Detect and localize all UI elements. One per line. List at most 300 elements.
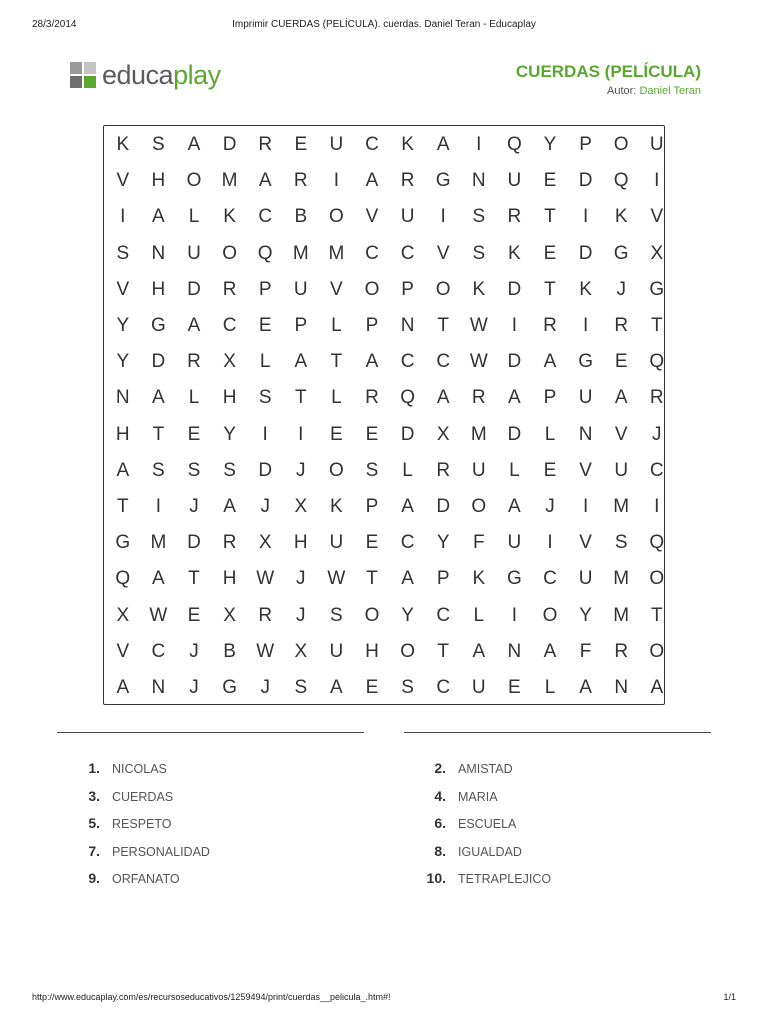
print-header (0, 19, 768, 33)
grid-letter[interactable]: V (116, 278, 130, 300)
grid-letter[interactable]: X (223, 604, 236, 626)
grid-letter[interactable]: O (649, 568, 665, 590)
grid-letter[interactable]: S (294, 677, 308, 698)
grid-letter[interactable]: A (436, 134, 450, 155)
word-text: CUERDAS (112, 789, 174, 804)
word-number: 9. (88, 870, 100, 887)
grid-letter[interactable]: P (258, 278, 272, 300)
grid-letter[interactable]: O (613, 134, 629, 155)
grid-letter[interactable]: H (151, 278, 166, 300)
grid-letter[interactable]: U (649, 134, 664, 155)
grid-letter[interactable]: E (365, 532, 379, 554)
word-text: NICOLAS (112, 762, 167, 776)
grid-letter[interactable]: H (365, 640, 379, 662)
grid-letter[interactable]: E (508, 677, 521, 698)
grid-letter[interactable]: R (614, 640, 629, 662)
grid-letter[interactable]: A (543, 640, 557, 662)
word-list-item (412, 815, 516, 835)
print-title: Imprimir CUERDAS (PELÍCULA). cuerdas. Daniel Teran - Educaplay (232, 19, 536, 30)
grid-letter[interactable]: P (401, 278, 414, 300)
grid-letter[interactable]: R (187, 351, 201, 373)
grid-letter[interactable]: S (116, 242, 130, 264)
grid-letter[interactable]: T (188, 568, 200, 590)
grid-letter[interactable]: A (116, 677, 130, 698)
grid-letter[interactable]: R (400, 170, 415, 192)
activity-title: CUERDAS (PELÍCULA) (515, 62, 701, 81)
grid-letter[interactable]: R (649, 387, 664, 409)
grid-letter[interactable]: Y (116, 351, 130, 373)
grid-letter[interactable]: G (649, 278, 665, 300)
grid-letter[interactable]: G (578, 351, 593, 373)
grid-letter[interactable]: K (330, 496, 343, 517)
grid-letter[interactable]: O (364, 604, 380, 626)
grid-letter[interactable]: Q (400, 387, 415, 409)
grid-letter[interactable]: V (116, 640, 130, 662)
word-number: 3. (88, 787, 100, 804)
grid-letter[interactable]: E (365, 423, 379, 445)
grid-letter[interactable]: J (296, 568, 306, 590)
grid-letter[interactable]: S (614, 532, 628, 554)
grid-letter[interactable]: A (152, 387, 165, 409)
grid-letter[interactable]: M (328, 242, 345, 264)
grid-letter[interactable]: A (187, 134, 201, 155)
word-number: 5. (88, 815, 100, 832)
grid-letter[interactable]: R (222, 278, 237, 300)
grid-letter[interactable]: U (329, 134, 344, 155)
grid-letter[interactable]: D (187, 532, 201, 554)
grid-letter[interactable]: R (293, 170, 308, 192)
grid-letter[interactable]: P (579, 134, 592, 155)
grid-letter[interactable]: U (400, 206, 415, 228)
grid-letter[interactable]: R (507, 206, 522, 228)
grid-letter[interactable]: S (330, 604, 343, 626)
grid-letter[interactable]: O (542, 604, 558, 626)
grid-letter[interactable]: M (613, 568, 630, 590)
grid-letter[interactable]: E (330, 423, 343, 445)
grid-letter[interactable]: T (650, 315, 663, 336)
grid-letter[interactable]: C (258, 206, 273, 228)
grid-letter[interactable]: I (654, 170, 660, 192)
word-number: 6. (434, 815, 446, 832)
grid-letter[interactable]: A (508, 496, 521, 517)
grid-letter[interactable]: R (436, 459, 451, 481)
grid-letter[interactable]: A (472, 640, 486, 662)
grid-letter[interactable]: A (508, 387, 521, 409)
grid-letter[interactable]: J (260, 496, 270, 517)
grid-letter[interactable]: K (472, 278, 486, 300)
grid-letter[interactable]: I (333, 170, 340, 192)
word-list-item (66, 760, 167, 780)
grid-letter[interactable]: L (402, 459, 413, 481)
grid-letter[interactable]: E (543, 242, 557, 264)
educaplay-logo[interactable] (70, 60, 221, 90)
grid-letter[interactable]: J (189, 640, 199, 662)
grid-letter[interactable]: L (331, 315, 342, 336)
grid-letter[interactable]: X (436, 423, 450, 445)
grid-letter[interactable]: F (579, 640, 592, 662)
grid-letter[interactable]: D (507, 278, 522, 300)
logo-wordmark (102, 60, 221, 90)
grid-letter[interactable]: A (116, 459, 130, 481)
grid-letter[interactable]: A (152, 206, 165, 228)
grid-letter[interactable]: V (650, 206, 664, 228)
grid-letter[interactable]: Q (257, 242, 273, 264)
grid-letter[interactable]: Y (116, 315, 130, 336)
grid-letter[interactable]: A (436, 387, 450, 409)
grid-letter[interactable]: R (614, 315, 629, 336)
grid-letter[interactable]: O (186, 170, 202, 192)
grid-letter[interactable]: T (330, 351, 343, 373)
grid-letter[interactable]: C (400, 351, 415, 373)
grid-letter[interactable]: A (579, 677, 592, 698)
grid-letter[interactable]: M (470, 423, 487, 445)
grid-letter[interactable]: E (543, 459, 557, 481)
logo-wordmark-part2: play (173, 60, 221, 90)
grid-letter[interactable]: M (221, 170, 238, 192)
grid-letter[interactable]: Y (543, 134, 557, 155)
grid-letter[interactable]: C (400, 242, 415, 264)
grid-letter[interactable]: J (296, 459, 306, 481)
grid-letter[interactable]: H (293, 532, 308, 554)
grid-letter[interactable]: N (614, 677, 629, 698)
logo-wordmark-part1: educa (102, 60, 174, 90)
grid-letter[interactable]: T (366, 568, 378, 590)
logo-squares-icon (70, 62, 96, 88)
grid-letter[interactable]: Y (579, 604, 592, 626)
grid-letter[interactable]: G (151, 315, 166, 336)
grid-letter[interactable]: I (476, 134, 482, 155)
grid-letter[interactable]: G (115, 532, 131, 554)
grid-letter[interactable]: D (436, 496, 451, 517)
grid-letter[interactable]: D (187, 278, 201, 300)
word-list-item (412, 760, 513, 780)
grid-letter[interactable]: P (543, 387, 557, 409)
author-name[interactable]: Daniel Teran (639, 85, 701, 97)
grid-letter[interactable]: I (582, 496, 589, 517)
grid-letter[interactable]: O (329, 206, 344, 228)
grid-letter[interactable]: L (188, 387, 200, 409)
grid-letter[interactable]: X (116, 604, 130, 626)
grid-letter[interactable]: A (401, 496, 414, 517)
grid-letter[interactable]: S (152, 459, 165, 481)
grid-letter[interactable]: L (259, 351, 271, 373)
grid-letter[interactable]: S (401, 677, 414, 698)
grid-letter[interactable]: C (400, 532, 415, 554)
grid-letter[interactable]: O (435, 278, 451, 300)
grid-letter[interactable]: Q (507, 134, 522, 155)
word-number: 7. (88, 842, 100, 859)
grid-letter[interactable]: D (578, 242, 593, 264)
word-number: 1. (88, 760, 100, 776)
grid-letter[interactable]: U (578, 387, 593, 409)
grid-letter[interactable]: D (507, 423, 522, 445)
grid-letter[interactable]: A (365, 170, 379, 192)
grid-letter[interactable]: U (507, 532, 522, 554)
grid-letter[interactable]: A (401, 568, 414, 590)
grid-letter[interactable]: V (365, 206, 379, 228)
grid-letter[interactable]: E (543, 170, 557, 192)
grid-letter[interactable]: J (296, 604, 306, 626)
grid-letter[interactable]: D (258, 459, 273, 481)
grid-letter[interactable]: J (652, 423, 662, 445)
grid-letter[interactable]: A (330, 677, 343, 698)
grid-letter[interactable]: K (508, 242, 521, 264)
grid-letter[interactable]: N (578, 423, 593, 445)
grid-letter[interactable]: F (472, 532, 485, 554)
grid-letter[interactable]: D (578, 170, 593, 192)
word-list-item (66, 870, 180, 890)
author-line (516, 85, 701, 97)
grid-letter[interactable]: O (222, 242, 237, 264)
word-text: ESCUELA (458, 817, 517, 832)
grid-letter[interactable]: I (654, 496, 660, 517)
grid-letter[interactable]: M (613, 604, 630, 626)
grid-letter[interactable]: V (579, 459, 592, 481)
grid-letter[interactable]: D (151, 351, 166, 373)
grid-letter[interactable]: Y (401, 604, 414, 626)
grid-letter[interactable]: E (187, 423, 201, 445)
grid-letter[interactable]: R (222, 532, 237, 554)
grid-letter[interactable]: K (614, 206, 628, 228)
grid-letter[interactable]: H (222, 568, 237, 590)
grid-letter[interactable]: I (582, 206, 589, 228)
word-text: AMISTAD (458, 762, 513, 776)
grid-letter[interactable]: E (614, 351, 628, 373)
grid-letter[interactable]: G (222, 677, 237, 698)
grid-letter[interactable]: N (151, 677, 166, 698)
grid-letter[interactable]: I (262, 423, 268, 445)
grid-letter[interactable]: N (400, 315, 415, 336)
grid-letter[interactable]: Y (436, 532, 450, 554)
grid-letter[interactable]: V (579, 532, 592, 554)
grid-letter[interactable]: U (507, 170, 522, 192)
grid-letter[interactable]: L (544, 677, 556, 698)
grid-letter[interactable]: I (440, 206, 446, 228)
grid-letter[interactable]: A (152, 568, 165, 590)
grid-letter[interactable]: C (543, 568, 557, 590)
grid-letter[interactable]: A (187, 315, 201, 336)
print-date: 28/3/2014 (32, 19, 77, 30)
grid-letter[interactable]: S (152, 134, 165, 155)
grid-letter[interactable]: S (472, 206, 486, 228)
grid-letter[interactable]: U (471, 459, 486, 481)
grid-letter[interactable]: J (260, 677, 270, 698)
grid-letter[interactable]: W (256, 568, 275, 590)
grid-letter[interactable]: T (544, 206, 556, 228)
grid-letter[interactable]: R (258, 134, 273, 155)
grid-letter[interactable]: N (115, 387, 130, 409)
grid-letter[interactable]: W (327, 568, 346, 590)
grid-letter[interactable]: N (471, 170, 486, 192)
word-text: ORFANATO (112, 872, 180, 887)
grid-letter[interactable]: I (511, 315, 518, 336)
grid-letter[interactable]: U (471, 677, 486, 698)
word-text: IGUALDAD (458, 844, 522, 859)
grid-letter[interactable]: I (582, 315, 589, 336)
grid-letter[interactable]: A (650, 677, 664, 698)
grid-letter[interactable]: O (400, 640, 415, 662)
grid-letter[interactable]: J (189, 496, 199, 517)
grid-letter[interactable]: J (189, 677, 199, 698)
grid-letter[interactable]: Q (613, 170, 629, 192)
grid-letter[interactable]: V (614, 423, 628, 445)
grid-letter[interactable]: L (331, 387, 342, 409)
grid-letter[interactable]: C (365, 134, 379, 155)
grid-letter[interactable]: R (258, 604, 273, 626)
grid-letter[interactable]: R (365, 387, 379, 409)
grid-letter[interactable]: T (116, 496, 129, 517)
grid-letter[interactable]: K (223, 206, 236, 228)
grid-letter[interactable]: W (149, 604, 168, 626)
grid-letter[interactable]: C (649, 459, 664, 481)
grid-letter[interactable]: A (223, 496, 236, 517)
letter-grid (105, 127, 663, 703)
grid-letter[interactable]: P (365, 496, 379, 517)
grid-letter[interactable]: G (507, 568, 522, 590)
grid-letter[interactable]: X (294, 640, 308, 662)
word-number: 2. (434, 760, 446, 776)
grid-letter[interactable]: C (436, 351, 451, 373)
grid-letter[interactable]: O (364, 278, 380, 300)
grid-letter[interactable]: T (544, 278, 556, 300)
grid-letter[interactable]: P (436, 568, 450, 590)
grid-letter[interactable]: R (543, 315, 557, 336)
grid-letter[interactable]: A (365, 351, 379, 373)
grid-letter[interactable]: K (116, 134, 130, 155)
grid-letter[interactable]: U (329, 640, 344, 662)
grid-letter[interactable]: O (471, 496, 487, 517)
grid-letter[interactable]: I (155, 496, 162, 517)
word-list-item (412, 788, 498, 808)
grid-letter[interactable]: Q (649, 351, 665, 373)
footer-page-number: 1/1 (723, 992, 736, 1002)
grid-letter[interactable]: R (471, 387, 486, 409)
grid-letter[interactable]: A (294, 351, 308, 373)
grid-letter[interactable]: I (120, 206, 126, 228)
grid-letter[interactable]: O (649, 640, 665, 662)
grid-letter[interactable]: U (187, 242, 201, 264)
grid-letter[interactable]: Q (649, 532, 665, 554)
grid-letter[interactable]: G (613, 242, 629, 264)
grid-letter[interactable]: X (294, 496, 308, 517)
grid-letter[interactable]: X (258, 532, 272, 554)
grid-letter[interactable]: E (187, 604, 201, 626)
grid-letter[interactable]: M (150, 532, 167, 554)
grid-letter[interactable]: L (544, 423, 556, 445)
word-text: RESPETO (112, 817, 172, 832)
grid-letter[interactable]: L (473, 604, 485, 626)
grid-letter[interactable]: K (579, 278, 592, 300)
grid-letter[interactable]: W (469, 351, 488, 373)
grid-letter[interactable]: C (365, 242, 379, 264)
activity-header (516, 62, 701, 97)
grid-letter[interactable]: X (650, 242, 664, 264)
grid-letter[interactable]: D (507, 351, 522, 373)
grid-letter[interactable]: C (222, 315, 237, 336)
word-text: MARIA (458, 789, 498, 804)
grid-letter[interactable]: E (365, 677, 379, 698)
grid-letter[interactable]: A (543, 351, 557, 373)
grid-letter[interactable]: X (223, 351, 236, 373)
grid-letter[interactable]: V (436, 242, 450, 264)
divider-right (404, 732, 711, 733)
grid-letter[interactable]: S (365, 459, 379, 481)
grid-letter[interactable]: L (188, 206, 200, 228)
grid-letter[interactable]: T (650, 604, 663, 626)
grid-letter[interactable]: B (223, 640, 236, 662)
grid-letter[interactable]: I (511, 604, 518, 626)
grid-letter[interactable]: S (187, 459, 201, 481)
divider-left (57, 732, 364, 733)
grid-letter[interactable]: E (294, 134, 308, 155)
grid-letter[interactable]: S (223, 459, 236, 481)
grid-letter[interactable]: L (509, 459, 520, 481)
grid-letter[interactable]: C (436, 677, 451, 698)
grid-letter[interactable]: K (401, 134, 414, 155)
grid-letter[interactable]: B (294, 206, 308, 228)
grid-letter[interactable]: T (152, 423, 165, 445)
grid-letter[interactable]: H (151, 170, 166, 192)
word-number: 8. (434, 842, 446, 859)
grid-letter[interactable]: S (258, 387, 272, 409)
grid-letter[interactable]: G (435, 170, 451, 192)
grid-letter[interactable]: H (222, 387, 237, 409)
grid-letter[interactable]: T (437, 315, 449, 336)
grid-letter[interactable]: O (329, 459, 344, 481)
grid-letter[interactable]: H (115, 423, 130, 445)
grid-letter[interactable]: A (614, 387, 628, 409)
grid-letter[interactable]: T (294, 387, 307, 409)
grid-letter[interactable]: C (151, 640, 166, 662)
word-text: TETRAPLEJICO (458, 872, 552, 887)
word-number: 4. (434, 787, 446, 804)
word-number: 10. (426, 870, 446, 887)
grid-letter[interactable]: C (436, 604, 451, 626)
grid-letter[interactable]: M (613, 496, 630, 517)
grid-letter[interactable]: U (329, 532, 344, 554)
grid-letter[interactable]: Q (115, 568, 131, 590)
grid-letter[interactable]: J (545, 496, 555, 517)
grid-letter[interactable]: K (472, 568, 486, 590)
grid-letter[interactable]: Y (223, 423, 236, 445)
grid-letter[interactable]: A (258, 170, 272, 192)
grid-letter[interactable]: J (616, 278, 626, 300)
grid-letter[interactable]: N (507, 640, 522, 662)
grid-letter[interactable]: I (547, 532, 553, 554)
grid-letter[interactable]: N (151, 242, 166, 264)
grid-letter[interactable]: E (258, 315, 272, 336)
word-list-item (412, 870, 551, 890)
word-list-item (412, 843, 522, 863)
grid-letter[interactable]: M (292, 242, 309, 264)
grid-letter[interactable]: D (222, 134, 237, 155)
grid-letter[interactable]: S (472, 242, 486, 264)
grid-letter[interactable]: I (298, 423, 304, 445)
grid-letter[interactable]: T (437, 640, 449, 662)
grid-letter[interactable]: V (116, 170, 130, 192)
grid-letter[interactable]: V (330, 278, 343, 300)
word-search-grid (103, 125, 665, 705)
grid-letter[interactable]: D (400, 423, 415, 445)
grid-letter[interactable]: W (469, 315, 488, 336)
grid-letter[interactable]: W (256, 640, 275, 662)
grid-letter[interactable]: U (614, 459, 629, 481)
grid-letter[interactable]: P (365, 315, 379, 336)
grid-letter[interactable]: U (293, 278, 308, 300)
grid-letter[interactable]: U (578, 568, 593, 590)
word-list-item (66, 843, 210, 863)
grid-letter[interactable]: P (294, 315, 308, 336)
